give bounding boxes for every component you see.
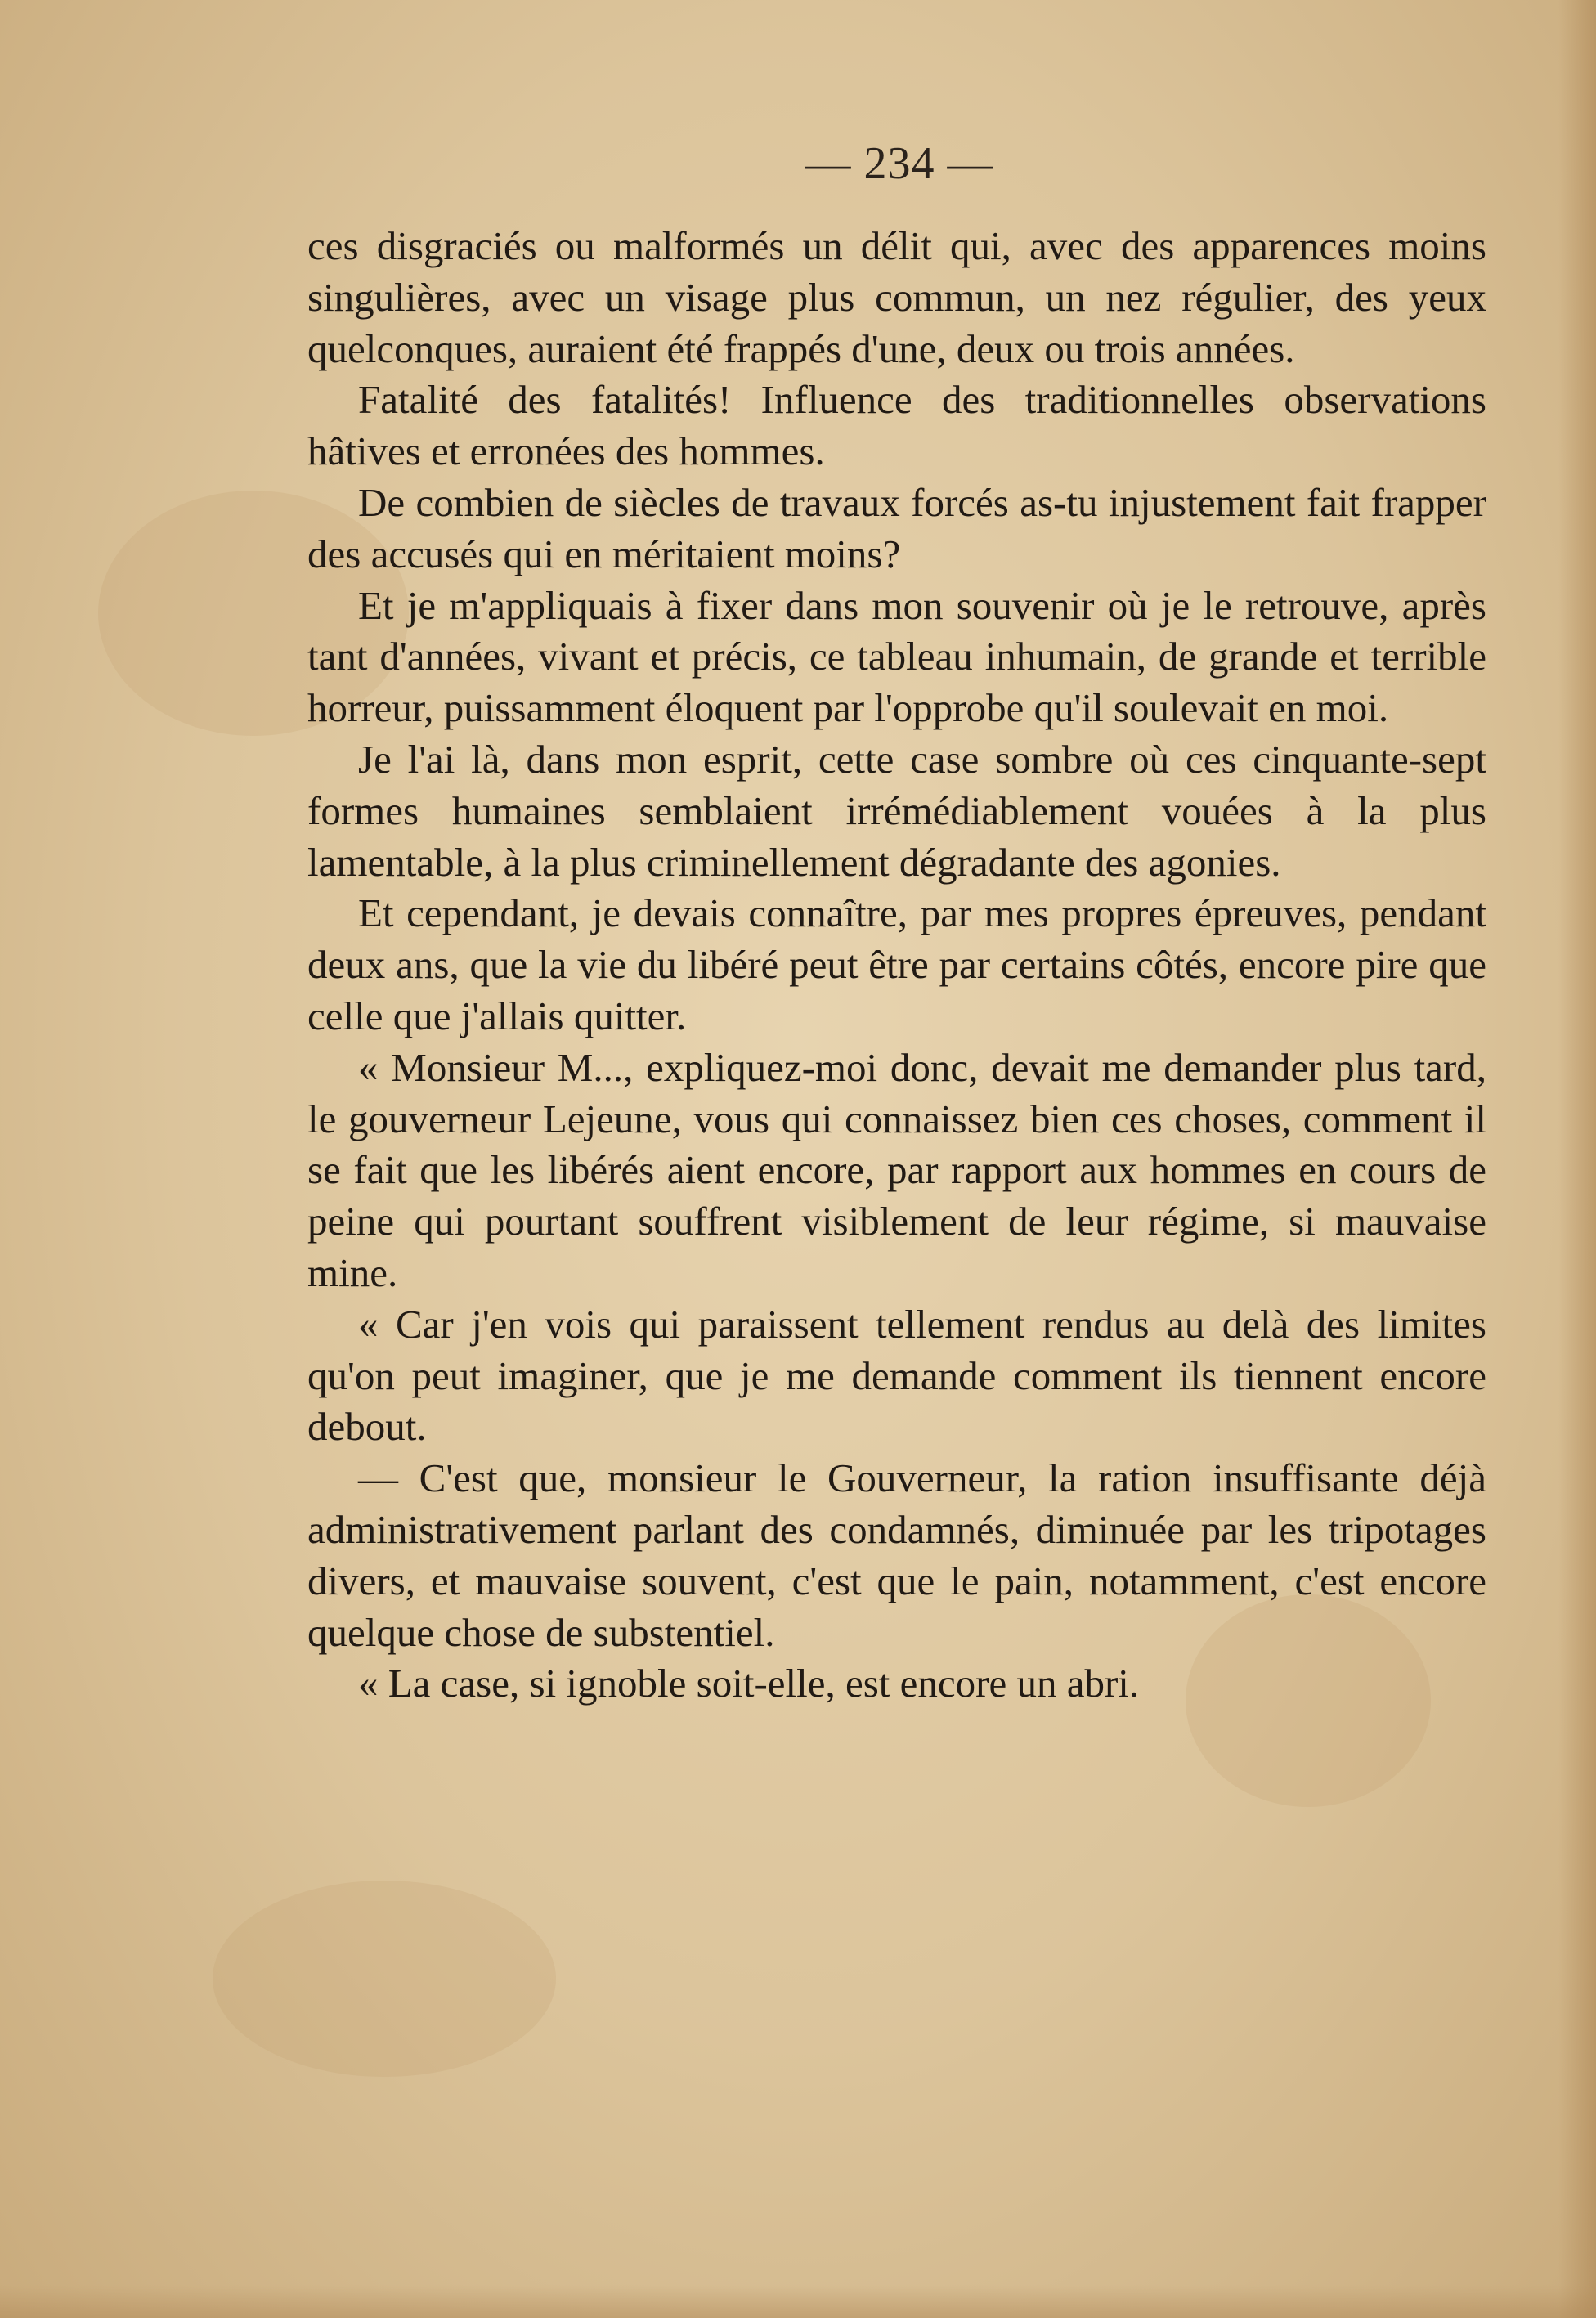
paragraph: Je l'ai là, dans mon esprit, cette case sombre où ces cinquante-sept formes humaines semblaient irrémédiablement vouées à la plus lamentable, à la plus criminellement dégradante des agonies.	[307, 736, 1486, 885]
paragraph: Et je m'appliquais à fixer dans mon souvenir où je le retrouve, après tant d'années, vivant et précis, ce tableau inhumain, de grande et terrible horreur, puissamment éloquent par l'opprobe qu'il soulevait en moi.	[307, 582, 1486, 731]
body-text	[307, 221, 1486, 1710]
page-edge-shadow	[1558, 0, 1596, 2318]
paragraph: « Monsieur M..., expliquez-moi donc, devait me demander plus tard, le gouverneur Lejeune, vous qui connaissez bien ces choses, comment il se fait que les libérés aient encore, par rapport aux hommes en cours de peine qui pourtant souffrent visiblement de leur régime, si mauvaise mine.	[307, 1044, 1486, 1295]
paragraph: « La case, si ignoble soit-elle, est encore un abri.	[358, 1661, 1140, 1706]
paragraph: Fatalité des fatalités! Influence des traditionnelles observations hâtives et erronées des hommes.	[307, 377, 1486, 474]
paragraph: Et cependant, je devais connaître, par mes propres épreuves, pendant deux ans, que la vie du libéré peut être par certains côtés, encore pire que celle que j'allais quitter.	[307, 890, 1486, 1038]
paragraph: — C'est que, monsieur le Gouverneur, la ration insuffisante déjà administrativement parlant des condamnés, diminuée par les tripotages divers, et mauvaise souvent, c'est que le pain, notamment, c'est encore quelque chose de substentiel.	[307, 1455, 1486, 1655]
paragraph: De combien de siècles de travaux forcés as-tu injustement fait frapper des accusés qui en méritaient moins?	[307, 479, 1486, 576]
paragraph: « Car j'en vois qui paraissent tellement rendus au delà des limites qu'on peut imaginer, que je me demande comment ils tiennent encore debout.	[307, 1301, 1486, 1450]
paragraph: ces disgraciés ou malformés un délit qui, avec des apparences moins singulières, avec un visage plus commun, un nez régulier, des yeux quelconques, auraient été frappés d'une, deux ou trois années.	[307, 223, 1486, 371]
page-number: — 234 —	[805, 138, 994, 189]
page-edge-shadow	[0, 2285, 1596, 2318]
paper-stain	[213, 1881, 556, 2077]
